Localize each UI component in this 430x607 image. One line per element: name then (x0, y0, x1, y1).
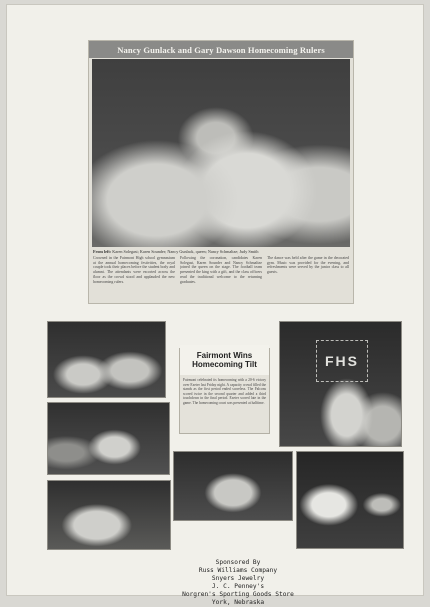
sponsor-line: York, Nebraska (211, 599, 265, 606)
story-column-3: The dance was held after the game in the decorated gym. Music was provided for the evening, and refreshments were served by the junior class to all guests. (267, 256, 349, 275)
homecoming-feature (88, 40, 354, 304)
feature-headline: Nancy Gunlack and Gary Dawson Homecoming Rulers (89, 41, 353, 58)
sponsor-line: Russ Williams Company (198, 567, 278, 574)
dance-photo-2 (47, 402, 170, 475)
story-column-1: Crowned in the Fairmont High school gymnasium at the annual homecoming festivities, the royal couple took their places before the student body and alumni. The attendants were escorted across the floor as the crowd stood and applauded the new homecoming rulers. (93, 256, 175, 284)
homecoming-court-photo (92, 59, 350, 247)
news-clipping (179, 348, 270, 434)
story-column-2: Following the coronation, candidates Karen Solegast, Karen Sounder and Nancy Schmaltze joined the queen on the stage. The football team presented the king with a gift, and the class officers read the traditional welcome to the returning graduates. (180, 256, 262, 284)
caption-lead: From left: (93, 249, 112, 254)
photo-caption (93, 249, 349, 254)
caption-names: Karen Solegast; Karen Sounder; Nancy Gunlack, queen; Nancy Schmaltze; Judy Smith (112, 249, 259, 254)
dance-photo-3 (47, 480, 171, 550)
sponsor-line: Snyers Jewelry (211, 575, 265, 582)
bonfire-photo (296, 451, 404, 549)
float-photo (279, 321, 402, 447)
sponsor-line: Sponsored By (215, 559, 261, 566)
feature-story (93, 256, 349, 300)
dance-photo-4 (173, 451, 293, 521)
fhs-sign: FHS (316, 340, 368, 382)
clipping-headline: Fairmont Wins Homecoming Tilt (180, 345, 269, 375)
dance-photo-1 (47, 321, 166, 398)
sponsor-line: Norgren's Sporting Goods Store (182, 591, 294, 598)
clipping-body: Fairmont celebrated its homecoming with a 20-6 victory over Exeter last Friday night. A capacity crowd filled the stands as the first period ended scoreless. The Falcons scored twice in the second quarter and added a third touchdown in the final period. Exeter scored late in the game. The homecoming court was presented at halftime. (183, 378, 266, 405)
sponsor-line: J. C. Penney's (211, 583, 265, 590)
